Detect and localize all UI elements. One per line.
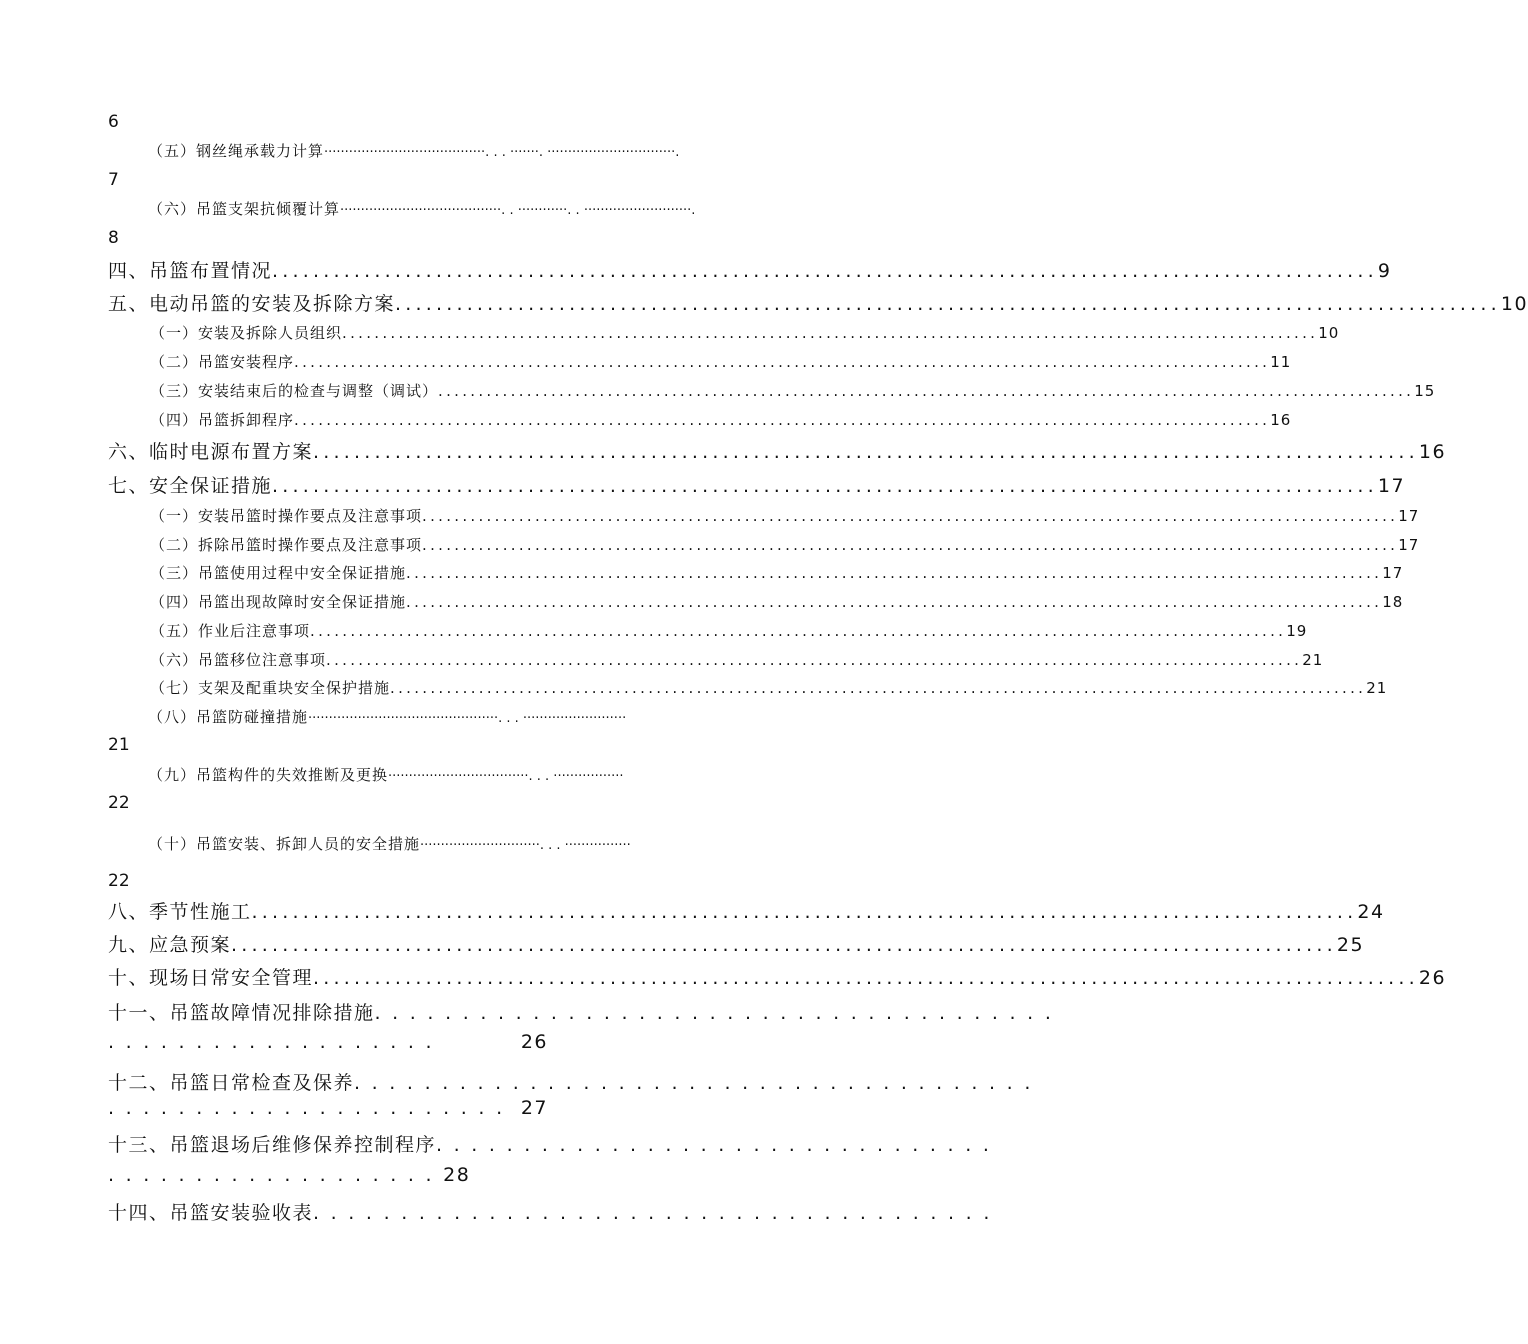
toc-page-number: 11 — [1270, 353, 1292, 371]
toc-entry-title: （八）吊篮防碰撞措施 — [148, 708, 309, 726]
toc-entry[interactable] — [150, 649, 1324, 670]
dot-leader: ......................................................................................................................... — [294, 411, 1271, 429]
toc-entry[interactable] — [148, 706, 842, 727]
toc-page-number: 10 — [1318, 324, 1340, 342]
toc-entry[interactable] — [108, 437, 1447, 464]
toc-entry-title: 九、应急预案 — [108, 934, 232, 956]
toc-entry-title: 八、季节性施工 — [108, 901, 252, 923]
dot-leader: ......................................................................................................................... — [422, 507, 1399, 525]
dot-leader: ......................................................................................................................... — [406, 593, 1383, 611]
toc-entry[interactable] — [150, 409, 1292, 430]
toc-entry[interactable] — [108, 289, 1528, 316]
toc-page-number: 26 — [520, 1031, 548, 1053]
toc-entry[interactable] — [108, 1068, 1042, 1095]
toc-page-number: 17 — [1377, 475, 1406, 497]
page-number: 6 — [108, 112, 119, 132]
toc-page-number: 25 — [1336, 934, 1365, 956]
dot-leader: ................... — [108, 1164, 444, 1186]
toc-entry[interactable] — [108, 471, 1406, 498]
toc-entry-title: 六、临时电源布置方案 — [108, 441, 314, 463]
toc-page-number: 21 — [1302, 651, 1324, 669]
toc-entry[interactable] — [148, 764, 842, 785]
toc-entry-title: （六）吊篮支架抗倾覆计算 — [148, 200, 341, 218]
toc-page-number: 21 — [1366, 679, 1388, 697]
toc-entry-title: （四）吊篮拆卸程序 — [150, 411, 295, 429]
dot-leader: ................................ — [436, 1134, 1001, 1156]
dot-leader: ....................................... — [374, 1002, 1063, 1024]
toc-page-number: 27 — [520, 1097, 548, 1119]
toc-page-number: 17 — [1398, 507, 1420, 525]
toc-page-number: 24 — [1357, 901, 1385, 923]
dot-leader: ··············································. . . ························· — [308, 711, 627, 726]
toc-entry-title: （三）安装结束后的检查与调整（调试） — [150, 382, 439, 400]
toc-entry-title: 七、安全保证措施 — [108, 475, 273, 497]
dot-leader: ......................................................................................................................... — [326, 651, 1303, 669]
dot-leader: ··································. . . ················· — [388, 769, 624, 784]
dot-leader: ............................................................................................................ — [313, 441, 1419, 463]
toc-entry[interactable] — [108, 963, 1447, 990]
toc-page-number: 18 — [1382, 593, 1404, 611]
toc-page-number: 26 — [1418, 967, 1447, 989]
page-number: 22 — [108, 793, 130, 813]
toc-entry-title: （三）吊篮使用过程中安全保证措施 — [150, 564, 407, 582]
toc-page-number: 17 — [1398, 536, 1420, 554]
toc-page-number: 10 — [1500, 293, 1528, 315]
toc-entry-title: （一）安装吊篮时操作要点及注意事项 — [150, 507, 423, 525]
toc-entry[interactable] — [108, 930, 1365, 957]
toc-entry[interactable] — [150, 322, 1340, 343]
toc-entry-continuation — [108, 1031, 548, 1053]
toc-entry-title: 四、吊篮布置情况 — [108, 260, 273, 282]
toc-entry-title: （十）吊篮安装、拆卸人员的安全措施 — [148, 835, 421, 853]
toc-entry[interactable] — [148, 198, 851, 219]
toc-entry[interactable] — [108, 1130, 1001, 1157]
dot-leader: ·······································. . ············. . ··························. — [340, 203, 696, 218]
dot-leader: ............................................................................................................ — [272, 475, 1378, 497]
dot-leader: ......................................................................................................................... — [438, 382, 1415, 400]
dot-leader: ....................................... — [354, 1072, 1042, 1094]
dot-leader: ............................................................................................................ — [231, 934, 1337, 956]
dot-leader: ....................................... — [313, 1202, 1001, 1224]
toc-entry-title: 十一、吊篮故障情况排除措施 — [108, 1002, 375, 1024]
toc-entry-title: （五）作业后注意事项 — [150, 622, 311, 640]
toc-entry[interactable] — [150, 620, 1308, 641]
dot-leader: ............................................................................................................ — [313, 967, 1419, 989]
toc-entry[interactable] — [150, 351, 1292, 372]
toc-entry[interactable] — [108, 897, 1385, 924]
toc-entry[interactable] — [148, 140, 851, 161]
dot-leader: ......................................................................................................................... — [342, 324, 1319, 342]
toc-entry-title: 十三、吊篮退场后维修保养控制程序 — [108, 1134, 437, 1156]
toc-entry[interactable] — [150, 591, 1404, 612]
toc-entry-continuation — [108, 1097, 548, 1119]
toc-entry-title: 五、电动吊篮的安装及拆除方案 — [108, 293, 396, 315]
toc-entry[interactable] — [150, 677, 1388, 698]
toc-entry-continuation — [108, 1164, 471, 1186]
toc-entry-title: （七）支架及配重块安全保护措施 — [150, 679, 391, 697]
dot-leader: ·······································. . . ·······. ·······························. — [324, 145, 680, 160]
page-number: 21 — [108, 735, 130, 755]
toc-entry-title: （九）吊篮构件的失效推断及更换 — [148, 766, 389, 784]
toc-entry-title: 十二、吊篮日常检查及保养 — [108, 1072, 355, 1094]
dot-leader: ............................................................................................................ — [395, 293, 1501, 315]
page-number: 22 — [108, 871, 130, 891]
toc-entry[interactable] — [150, 534, 1420, 555]
toc-entry[interactable] — [150, 505, 1420, 526]
toc-page-number: 17 — [1382, 564, 1404, 582]
toc-entry-title: （二）吊篮安装程序 — [150, 353, 295, 371]
toc-entry[interactable] — [148, 833, 842, 854]
toc-entry[interactable] — [108, 998, 1063, 1025]
toc-entry[interactable] — [108, 256, 1392, 283]
page-number: 7 — [108, 170, 119, 190]
toc-entry-title: （四）吊篮出现故障时安全保证措施 — [150, 593, 407, 611]
toc-page-number: 16 — [1270, 411, 1292, 429]
toc-entry[interactable] — [150, 562, 1404, 583]
toc-entry-title: 十四、吊篮安装验收表 — [108, 1202, 314, 1224]
dot-leader: ·····························. . . ················ — [420, 838, 631, 853]
dot-leader: ......................................................................................................................... — [390, 679, 1367, 697]
toc-page-number: 15 — [1414, 382, 1436, 400]
page-number: 8 — [108, 228, 119, 248]
toc-entry-title: 十、现场日常安全管理 — [108, 967, 314, 989]
dot-leader: ................... — [108, 1031, 444, 1053]
dot-leader: ......................................................................................................................... — [422, 536, 1399, 554]
dot-leader: ......................................................................................................................... — [294, 353, 1271, 371]
toc-entry-title: （一）安装及拆除人员组织 — [150, 324, 343, 342]
dot-leader: ............................................................................................................ — [272, 260, 1378, 282]
toc-entry-title: （二）拆除吊篮时操作要点及注意事项 — [150, 536, 423, 554]
toc-page-number: 9 — [1377, 260, 1392, 282]
toc-entry-title: （六）吊篮移位注意事项 — [150, 651, 327, 669]
toc-entry[interactable] — [108, 1198, 1001, 1225]
toc-entry-title: （五）钢丝绳承载力计算 — [148, 142, 325, 160]
dot-leader: ............................................................................................................ — [251, 901, 1358, 923]
toc-entry[interactable] — [150, 380, 1436, 401]
dot-leader: ......................................................................................................................... — [310, 622, 1287, 640]
toc-page-number: 19 — [1286, 622, 1308, 640]
toc-page-number: 28 — [443, 1164, 471, 1186]
toc-page-number: 16 — [1418, 441, 1447, 463]
dot-leader: ....................... — [108, 1097, 514, 1119]
dot-leader: ......................................................................................................................... — [406, 564, 1383, 582]
